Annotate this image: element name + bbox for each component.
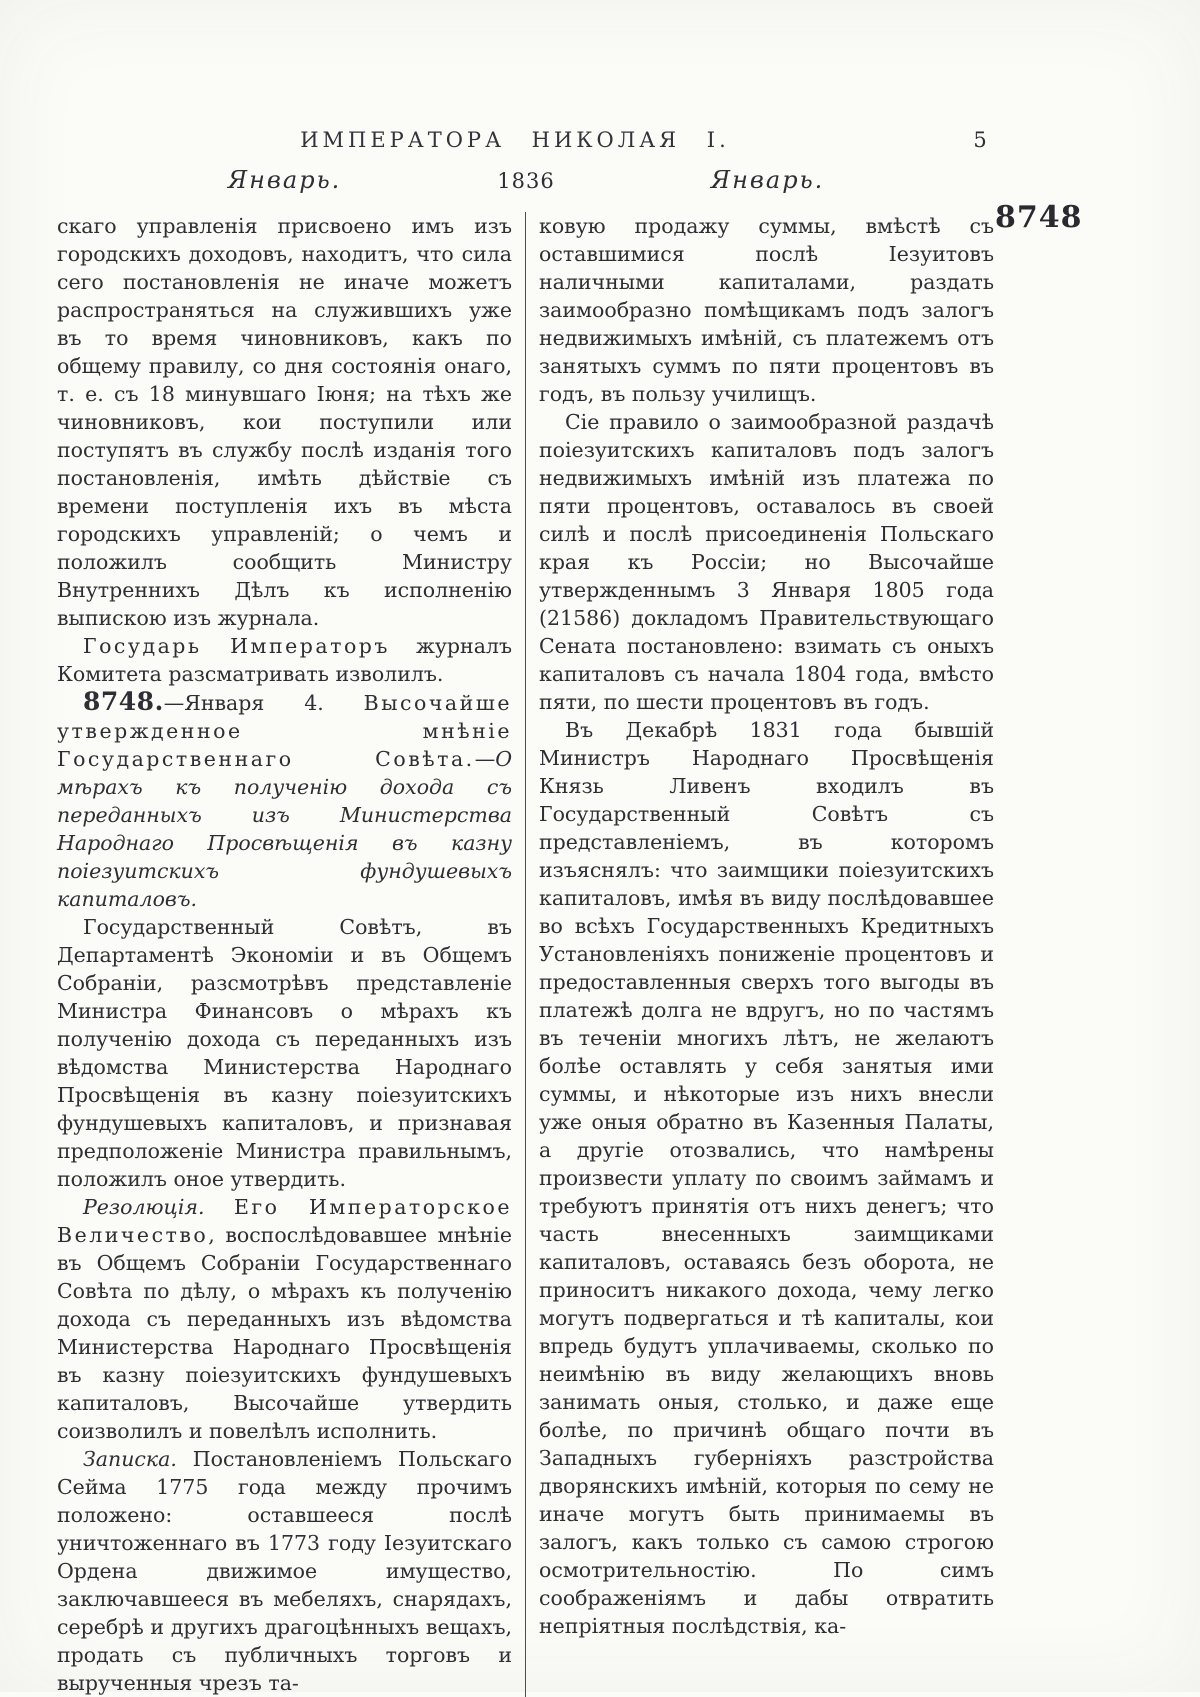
column-divider-rule — [525, 212, 526, 1697]
running-head-month-left: Январь. — [227, 166, 342, 194]
text-columns — [57, 212, 995, 1697]
entry-date: —Января 4. — [163, 691, 364, 715]
paragraph-memorandum — [57, 1445, 512, 1697]
paragraph-minister-lieven: Въ Декабрѣ 1831 года бывшій Министръ Народнаго Просвѣщенія Князь Ливенъ входилъ въ Государственный Совѣтъ съ представленіемъ, въ которомъ изъяснялъ: что заимщики поіезуитскихъ капиталовъ, имѣя въ виду послѣдовавшее во всѣхъ Государственныхъ Кредитныхъ Установленіяхъ пониженіе процентовъ и предоставленныя сверхъ того выгоды въ платежѣ долга не вдругъ, но по частямъ въ теченіи многихъ лѣтъ, не желаютъ болѣе оставлять у себя занятыя ими суммы, и нѣкоторые изъ нихъ внесли уже оныя обратно въ Казенныя Палаты, а другіе отозвались, что намѣрены произвести уплату по своимъ займамъ и требуютъ принятія отъ нихъ денегъ; что часть внесенныхъ заимщиками капиталовъ, оставаясь безъ оборота, не приноситъ никакого дохода, чему легко могутъ подвергаться и тѣ капиталы, кои впредь будутъ уплачиваемы, сколько по неимѣнію въ виду желающихъ вновь занимать оныя, столько, и даже еще болѣе, по причинѣ общаго почти въ Западныхъ губерніяхъ разстройства дворянскихъ имѣній, которыя по сему не иначе могутъ быть принимаемы въ залогъ, какъ только съ самою строгою осмотрительностію. По симъ соображеніямъ и дабы отвратить непріятныя послѣдствія, ка- — [539, 718, 994, 1638]
paragraph-text: журналъ Комитета разсматривать изволилъ. — [57, 634, 512, 686]
paragraph-loan-rule: Сіе правило о заимообразной раздачѣ поіезуитскихъ капиталовъ подъ залогъ недвижимыхъ имѣній изъ платежа по пяти процентовъ, оставалось въ своей силѣ и послѣ присоединенія Польскаго края къ Россіи; но Высочайше утвержденнымъ 3 Января 1805 года (21586) докладомъ Правительствующаго Сената постановлено: взимать съ оныхъ капиталовъ съ начала 1804 года, вмѣсто пяти, по шести процентовъ въ годъ. — [539, 410, 994, 714]
right-column — [539, 212, 994, 1697]
continuation-paragraph: скаго управленія присвоено имъ изъ городскихъ доходовъ, находитъ, что сила сего постановленія не иначе можетъ распространяться на служившихъ уже въ то время чиновниковъ, какъ по общему правилу, со дня состоянія онаго, т. е. съ 18 минувшаго Іюня; на тѣхъ же чиновниковъ, кои поступили или поступятъ въ службу послѣ изданія того постановленія, имѣть дѣйствіе съ времени поступленія ихъ въ мѣста городскихъ управленій; о чемъ и положилъ сообщить Министру Внутреннихъ Дѣлъ къ исполненію выпискою изъ журнала. — [57, 214, 512, 630]
entry-heading — [57, 688, 512, 913]
memorandum-lead: Записка. — [83, 1447, 177, 1471]
paragraph-resolution — [57, 1193, 512, 1445]
resolution-lead: Резолюція. — [83, 1195, 205, 1219]
running-head-title: ИМПЕРАТОРА НИКОЛАЯ I. — [300, 128, 730, 152]
emphasis-sovereign: Государь Императоръ — [83, 634, 390, 658]
running-head-year: 1836 — [497, 169, 555, 193]
paragraph-committee-journal — [57, 632, 512, 688]
margin-entry-number: 8748 — [995, 200, 1083, 235]
paragraph-text: , воспослѣдовавшее мнѣніе въ Общемъ Собраніи Государственнаго Совѣта по дѣлу, о мѣрахъ къ полученію дохода съ переданныхъ изъ вѣдомства Министерства Народнаго Просвѣщенія въ казну поіезуитскихъ фундушевыхъ капиталовъ, Высочайше утвердить соизволилъ и повелѣлъ исполнить. — [57, 1223, 512, 1443]
page-number: 5 — [973, 128, 987, 152]
entry-subject: О мѣрахъ къ полученію дохода съ переданныхъ изъ Министерства Народнаго Просвѣщенія въ казну поіезуитскихъ фундушевыхъ капиталовъ. — [57, 747, 512, 911]
running-head-month-right: Январь. — [710, 166, 825, 194]
continuation-paragraph: ковую продажу суммы, вмѣстѣ съ оставшимися послѣ Іезуитовъ наличными капиталами, раздать заимообразно помѣщикамъ подъ залогъ недвижимыхъ имѣній, съ платежемъ отъ занятыхъ суммъ по пяти процентовъ въ годъ, въ пользу училищъ. — [539, 214, 994, 406]
left-column — [57, 212, 512, 1697]
emphasis-imperial-majesty: Его Императорское Величество — [57, 1195, 512, 1247]
entry-dash: — — [474, 747, 496, 771]
entry-number: 8748. — [83, 687, 164, 716]
paragraph-state-council: Государственный Совѣтъ, въ Департаментѣ Экономіи и въ Общемъ Собраніи, разсмотрѣвъ представленіе Министра Финансовъ о мѣрахъ къ полученію дохода съ переданныхъ изъ вѣдомства Министерства Народнаго Просвѣщенія въ казну поіезуитскихъ фундушевыхъ капиталовъ, и признавая предположеніе Министра правильнымъ, положилъ оное утвердить. — [57, 915, 512, 1191]
paragraph-text: Постановленіемъ Польскаго Сейма 1775 года между прочимъ положено: оставшееся послѣ уничтоженнаго въ 1773 году Іезуитскаго Ордена движимое имущество, заключавшееся въ мебеляхъ, снарядахъ, серебрѣ и другихъ драгоцѣнныхъ вещахъ, продать съ публичныхъ торговъ и вырученныя чрезъ та- — [57, 1447, 512, 1695]
entry-act-type: Высочайше утвержденное мнѣніе Государственнаго Совѣта. — [57, 691, 512, 771]
